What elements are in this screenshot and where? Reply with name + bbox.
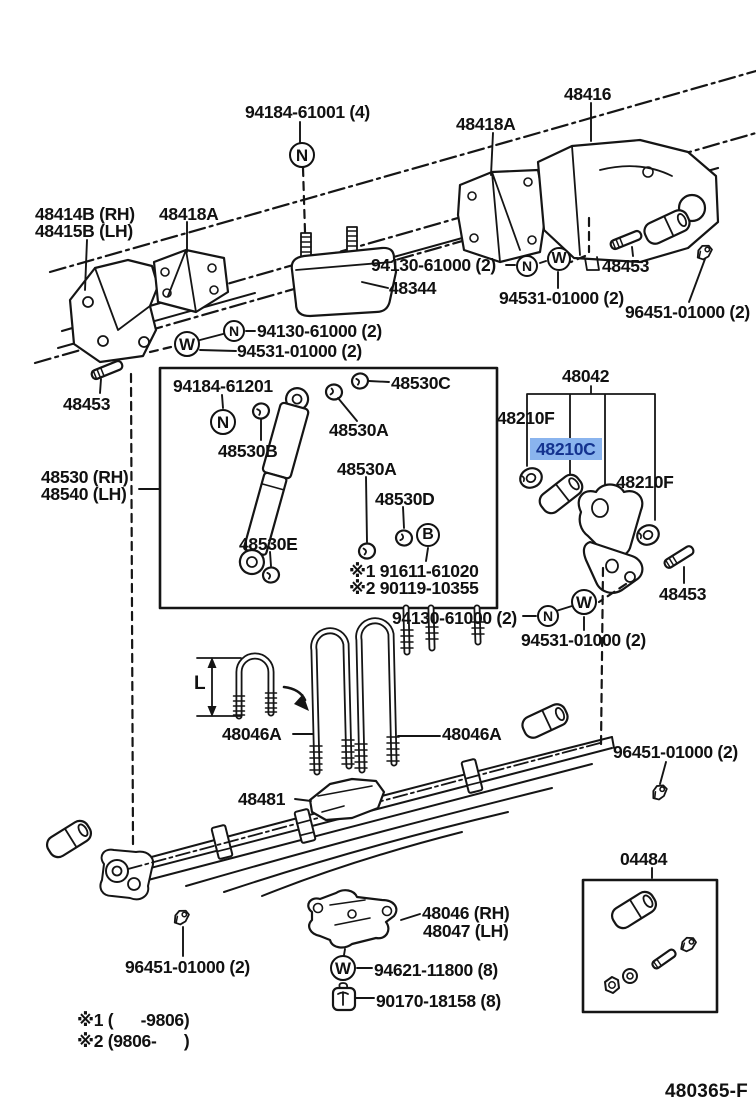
pin-48453-left — [90, 360, 123, 380]
part-label-48210f[interactable]: 48210F — [616, 472, 674, 492]
part-label-48453[interactable]: 48453 — [63, 394, 111, 414]
fastener-symbol-w: W — [571, 589, 597, 615]
part-label-48530a[interactable]: 48530A — [337, 459, 397, 479]
part-label-94531-01000-2[interactable]: 94531-01000 (2) — [499, 288, 624, 308]
footnote-2-9806: ※2 (9806- ) — [77, 1031, 190, 1051]
spring-seat-48481 — [310, 779, 384, 820]
part-label-96451-01000-2[interactable]: 96451-01000 (2) — [625, 302, 750, 322]
part-label-48530c[interactable]: 48530C — [391, 373, 451, 393]
part-label-48046a[interactable]: 48046A — [442, 724, 502, 744]
fastener-symbol-b: B — [416, 523, 440, 547]
part-label-48046-rh[interactable]: 48046 (RH) — [422, 903, 510, 923]
fastener-symbol-w: W — [174, 331, 200, 357]
figure-code-480365-f: 480365-F — [665, 1081, 748, 1102]
fastener-symbol-w: W — [330, 955, 356, 981]
fastener-symbol-w: W — [547, 247, 571, 271]
fastener-symbol-n: N — [223, 320, 245, 342]
part-label-48540-lh[interactable]: 48540 (LH) — [41, 484, 127, 504]
fastener-symbol-n: N — [289, 142, 315, 168]
part-label-90170-18158-8[interactable]: 90170-18158 (8) — [376, 991, 501, 1011]
part-label-48046a[interactable]: 48046A — [222, 724, 282, 744]
bracket-48414b — [70, 260, 158, 362]
part-label-94621-11800-8[interactable]: 94621-11800 (8) — [374, 960, 498, 980]
bushing-cylinder — [520, 701, 571, 740]
part-label-48530e[interactable]: 48530E — [239, 534, 298, 554]
part-label-48047-lh[interactable]: 48047 (LH) — [423, 921, 509, 941]
part-label-48530b[interactable]: 48530B — [218, 441, 278, 461]
part-label-48530d[interactable]: 48530D — [375, 489, 435, 509]
part-label-1-91611-61020[interactable]: ※1 91611-61020 — [349, 561, 479, 581]
part-label-94184-61201[interactable]: 94184-61201 — [173, 376, 273, 396]
part-label-94184-61001-4[interactable]: 94184-61001 (4) — [245, 102, 370, 122]
fastener-symbol-n: N — [210, 409, 236, 435]
part-label-2-90119-10355[interactable]: ※2 90119-10355 — [349, 578, 479, 598]
part-label-94130-61000-2[interactable]: 94130-61000 (2) — [392, 608, 517, 628]
part-label-48414b-rh[interactable]: 48414B (RH) — [35, 204, 135, 224]
part-label-48453[interactable]: 48453 — [659, 584, 707, 604]
part-label-48042[interactable]: 48042 — [562, 366, 610, 386]
bushing-cylinder — [44, 817, 95, 860]
part-label-94531-01000-2[interactable]: 94531-01000 (2) — [237, 341, 362, 361]
part-label-48344[interactable]: 48344 — [389, 278, 437, 298]
pointer-arrow — [284, 687, 309, 711]
part-label-94531-01000-2[interactable]: 94531-01000 (2) — [521, 630, 646, 650]
fastener-symbol-n: N — [516, 255, 538, 277]
grease-fitting — [649, 783, 669, 803]
nut-symbol — [333, 983, 355, 1010]
grease-fitting — [694, 243, 714, 262]
part-label-94130-61000-2[interactable]: 94130-61000 (2) — [257, 321, 382, 341]
part-label-48418a[interactable]: 48418A — [456, 114, 516, 134]
part-label-48530a[interactable]: 48530A — [329, 420, 389, 440]
part-label-96451-01000-2[interactable]: 96451-01000 (2) — [125, 957, 250, 977]
footnote-1-9806: ※1 ( -9806) — [77, 1010, 190, 1030]
part-label-48210c[interactable]: 48210C — [530, 438, 602, 460]
dimension-label-l: L — [194, 673, 206, 694]
spring-seat-48046 — [308, 890, 396, 947]
part-label-96451-01000-2[interactable]: 96451-01000 (2) — [613, 742, 738, 762]
u-bolts-48046a — [234, 608, 485, 772]
part-label-48418a[interactable]: 48418A — [159, 204, 219, 224]
part-label-48481[interactable]: 48481 — [238, 789, 286, 809]
part-label-94130-61000-2[interactable]: 94130-61000 (2) — [371, 255, 496, 275]
part-label-48453[interactable]: 48453 — [602, 256, 650, 276]
bracket-48418a-right — [458, 170, 546, 262]
part-label-48416[interactable]: 48416 — [564, 84, 612, 104]
grease-fitting — [171, 908, 191, 927]
part-label-48530-rh[interactable]: 48530 (RH) — [41, 467, 129, 487]
fastener-symbol-n: N — [537, 605, 559, 627]
part-label-48415b-lh[interactable]: 48415B (LH) — [35, 221, 133, 241]
part-label-48210f[interactable]: 48210F — [497, 408, 555, 428]
part-label-04484[interactable]: 04484 — [620, 849, 668, 869]
